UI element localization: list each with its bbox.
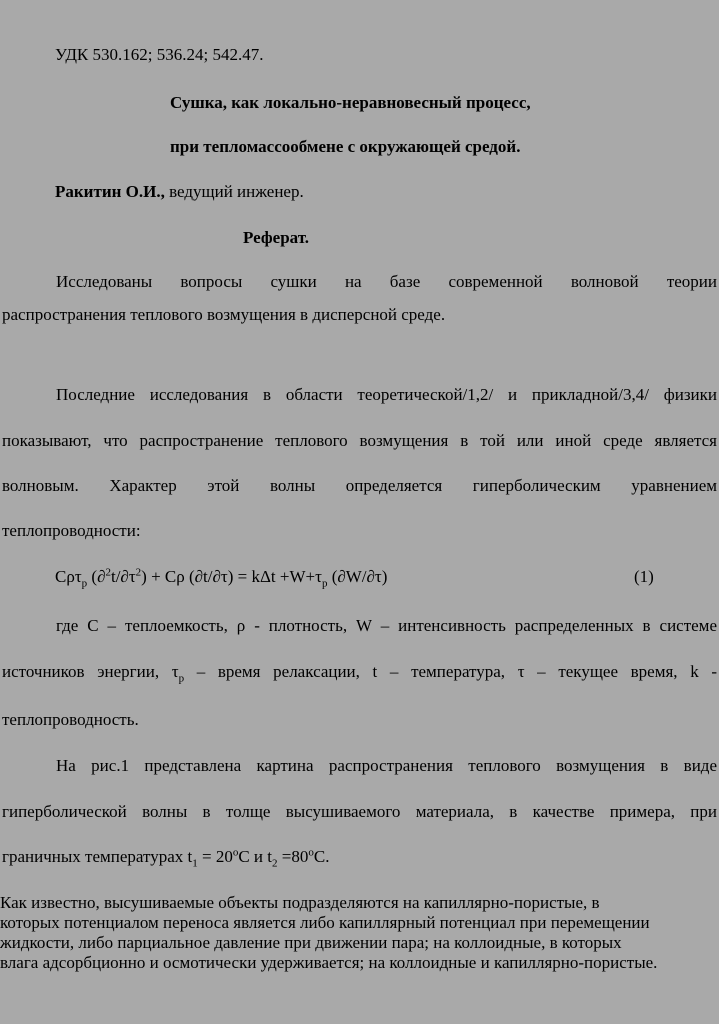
title-line-2: при тепломассообмене с окружающей средой. xyxy=(170,137,521,156)
para4-line-2: которых потенциалом переноса является либо капиллярный потенциал при перемещении xyxy=(0,913,650,932)
para4-line-4: влага адсорбционно и осмотически удерживается; на коллоидные и капиллярно-пористые. xyxy=(0,953,658,972)
abstract-line-1: Исследованы вопросы сушки на базе современной волновой теории xyxy=(56,272,717,291)
para1-line-2: показывают, что распространение теплового возмущения в той или иной среде является xyxy=(2,431,717,450)
equation-1: Cρτ$_p$ $(\partial^2t/\partial\tau^2) + C\rho$ $(\partial t/\partial\tau) = k\Delta t +W+\tau_p$ (∂W/∂τ) xyxy=(55,566,388,590)
author-line xyxy=(55,182,304,202)
author-role: ведущий инженер. xyxy=(164,182,304,201)
para1-line-1: Последние исследования в области теоретической/1,2/ и прикладной/3,4/ физики xyxy=(56,385,717,404)
para2-line-2: источников энергии, $\tau_p$ – время релаксации, t – температура, τ – текущее время, k - xyxy=(2,662,718,685)
para1-line-3: волновым. Характер этой волны определяется гиперболическим уравнением xyxy=(2,476,717,495)
para2-line-1: где C – теплоемкость, ρ - плотность, W – интенсивность распределенных в системе xyxy=(56,616,717,635)
para2-line-3: теплопроводность. xyxy=(2,710,139,729)
para4-line-1: Как известно, высушиваемые объекты подразделяются на капиллярно-пористые, в xyxy=(0,893,600,912)
para3-line-2: гиперболической волны в толще высушиваемого материала, в качестве примера, при xyxy=(2,802,717,821)
para3-line-3: граничных температурах $t_1 = 20^oC$ и $t_2 =80^oC$. xyxy=(2,846,330,870)
para4-line-3: жидкости, либо парциальное давление при движении пара; на коллоидные, в которых xyxy=(0,933,622,952)
para3-line-1: На рис.1 представлена картина распространения теплового возмущения в виде xyxy=(56,756,717,775)
author-name: Ракитин О.И., xyxy=(55,182,165,201)
equation-number: (1) xyxy=(634,567,654,586)
abstract-line-2: распространения теплового возмущения в дисперсной среде. xyxy=(2,305,446,324)
abstract-heading: Реферат. xyxy=(243,228,310,247)
udk-line: УДК 530.162; 536.24; 542.47. xyxy=(55,45,264,64)
title-line-1: Сушка, как локально-неравновесный процесс, xyxy=(170,93,531,112)
para1-line-4: теплопроводности: xyxy=(2,521,141,540)
